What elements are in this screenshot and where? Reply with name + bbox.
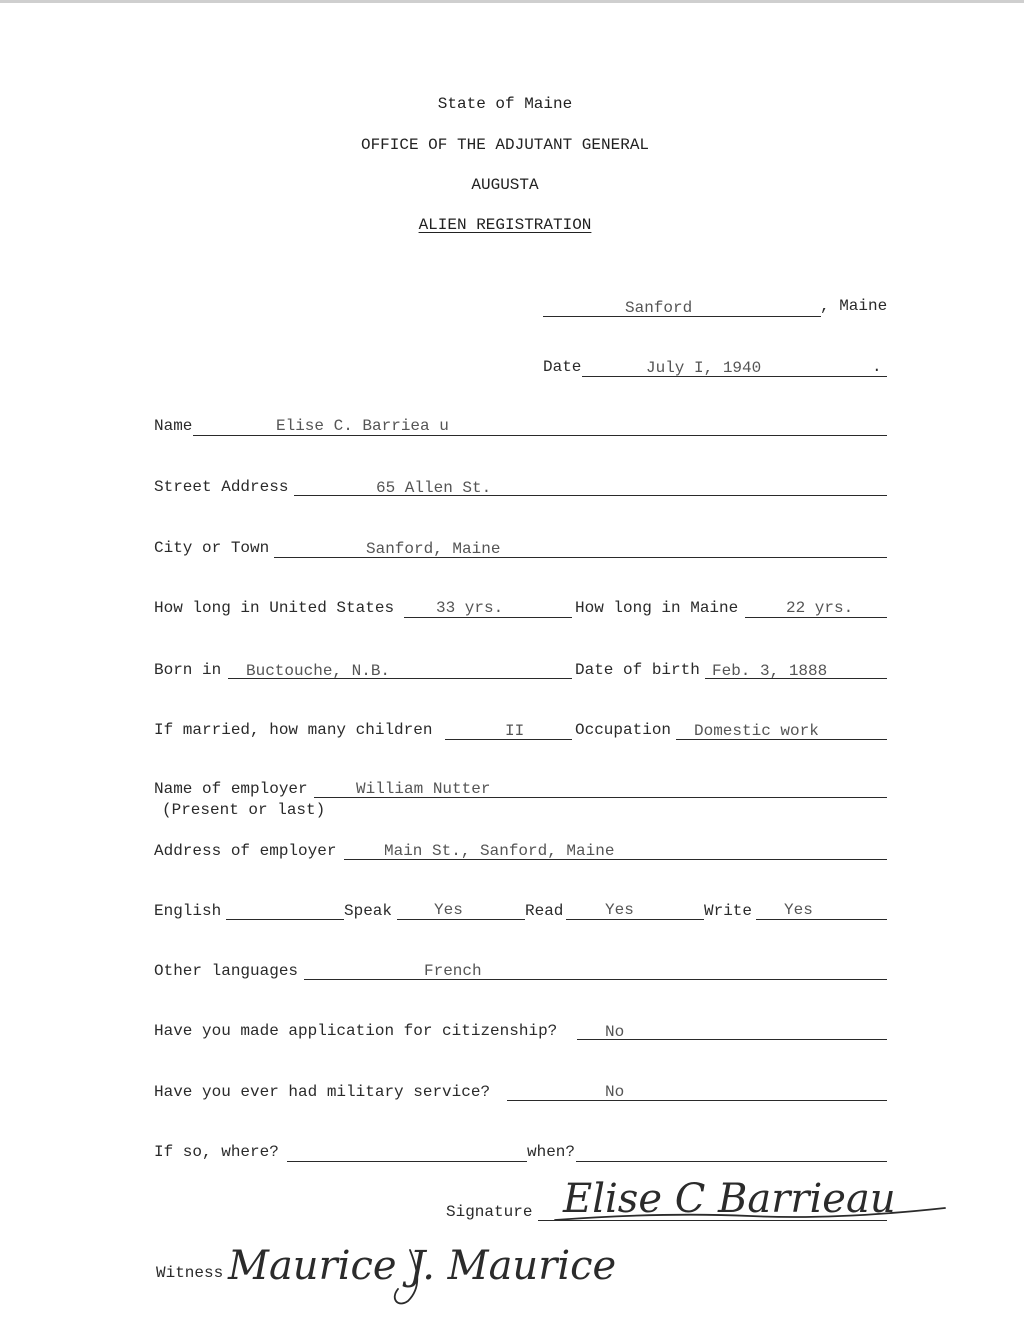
city-value: Sanford, Maine [366,540,501,558]
citizenship-label: Have you made application for citizenship? [154,1022,558,1040]
write-value: Yes [784,901,813,919]
born-in-label: Born in [154,661,222,679]
signature-underline-stroke [555,1208,945,1220]
name-value: Elise C. Barriea u [276,417,449,435]
speak-value: Yes [434,901,463,919]
name-label: Name [154,417,193,435]
how-long-us-label: How long in United States [154,599,395,617]
read-label: Read [525,902,564,920]
witness-handwriting [222,1215,642,1310]
street-address-value: 65 Allen St. [376,479,492,497]
other-languages-line [304,979,887,980]
signature-label: Signature [446,1203,533,1221]
how-long-maine-label: How long in Maine [575,599,739,617]
write-label: Write [704,902,753,920]
english-label: English [154,902,222,920]
military-line [507,1100,887,1101]
date-end-mark: . [872,358,882,376]
witness-flourish-stroke [395,1250,418,1303]
how-long-maine-line [745,617,887,618]
scan-edge [0,0,1024,3]
employer-label: Name of employer [154,780,308,798]
city-label: City or Town [154,539,270,557]
children-label: If married, how many children [154,721,433,739]
speak-label: Speak [344,902,393,920]
when-line [576,1161,887,1162]
office-heading: OFFICE OF THE ADJUTANT GENERAL [360,136,650,154]
speak-line [397,919,525,920]
employer-sublabel: (Present or last) [162,801,326,819]
occupation-label: Occupation [575,721,672,739]
name-line [193,435,887,436]
how-long-us-line [404,617,572,618]
write-line [756,919,887,920]
signature-handwriting [545,1168,965,1238]
where-label: If so, where? [154,1143,279,1161]
date-value: July I, 1940 [646,359,762,377]
when-label: when? [527,1143,576,1161]
state-heading: State of Maine [437,95,573,113]
other-languages-value: French [424,962,482,980]
children-value: II [505,722,525,740]
date-of-birth-label: Date of birth [575,661,700,679]
occupation-value: Domestic work [694,722,819,740]
employer-address-label: Address of employer [154,842,337,860]
form-title: ALIEN REGISTRATION [418,216,592,234]
signature-line [538,1220,887,1221]
other-languages-label: Other languages [154,962,299,980]
employer-address-value: Main St., Sanford, Maine [384,842,615,860]
how-long-maine-value: 22 yrs. [786,599,854,617]
where-line [287,1161,527,1162]
citizenship-value: No [605,1023,625,1041]
english-line [226,919,344,920]
military-value: No [605,1083,625,1101]
signature-text: Elise C Barrieau [563,1176,896,1222]
read-value: Yes [605,901,634,919]
location-value: Sanford [625,299,693,317]
military-label: Have you ever had military service? [154,1083,491,1101]
read-line [566,919,704,920]
street-address-label: Street Address [154,478,289,496]
born-in-value: Buctouche, N.B. [246,662,391,680]
witness-text: Maurice J. Maurice [228,1243,617,1289]
city-heading: AUGUSTA [471,176,539,194]
how-long-us-value: 33 yrs. [436,599,504,617]
date-label: Date [543,358,582,376]
location-suffix: , Maine [820,297,888,315]
date-of-birth-value: Feb. 3, 1888 [712,662,828,680]
witness-label: Witness [156,1264,224,1282]
employer-value: William Nutter [356,780,491,798]
